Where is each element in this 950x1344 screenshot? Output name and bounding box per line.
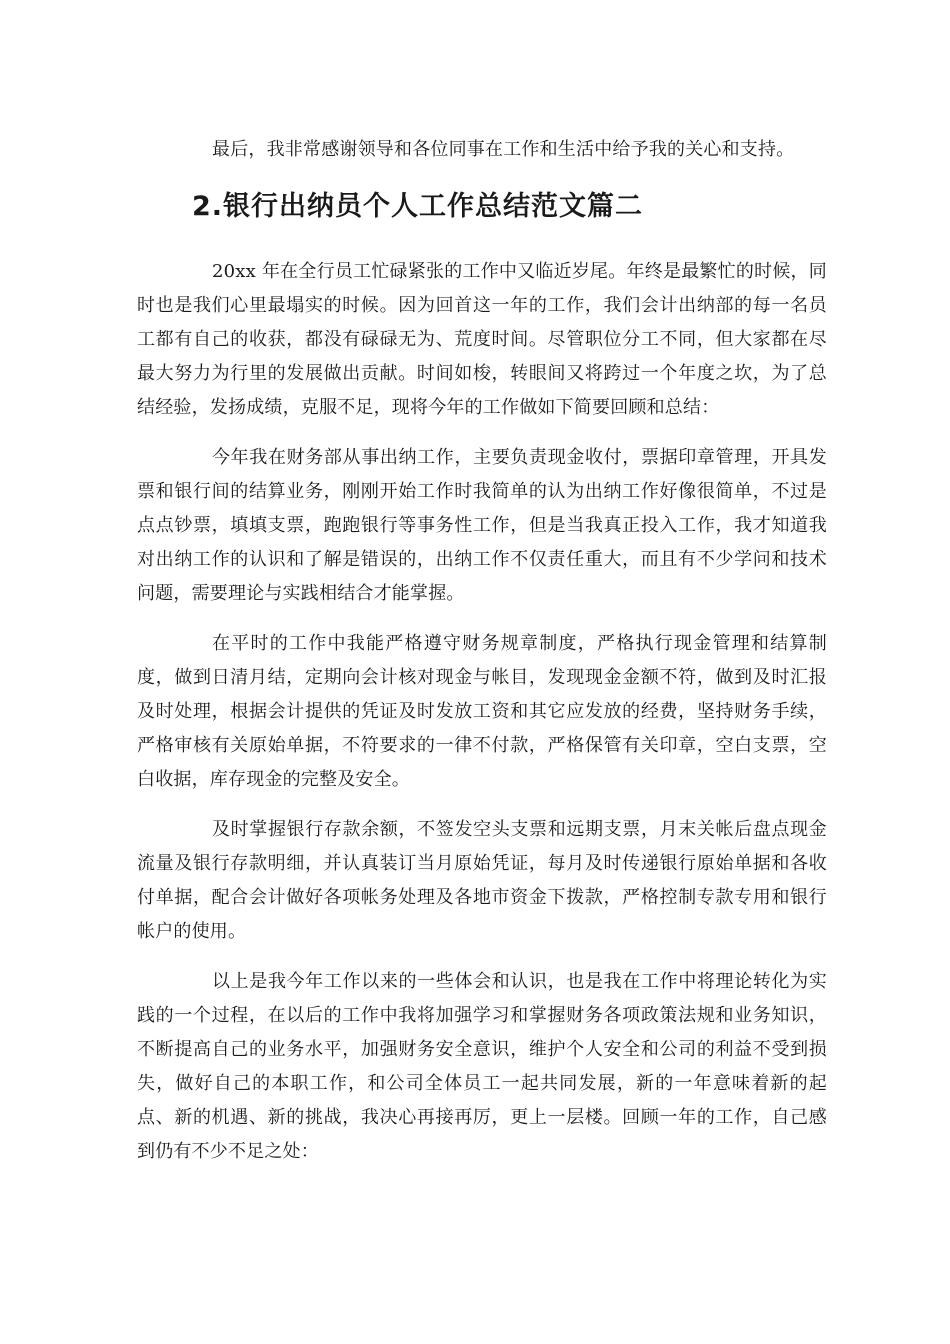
body-paragraph-4: 及时掌握银行存款余额，不签发空头支票和远期支票，月末关帐后盘点现金流量及银行存款明细，并认真装订当月原始凭证，每月及时传递银行原始单据和各收付单据，配合会计做好各项帐务处理及各地市资金下拨款，严格控制专款专用和银行帐户的使用。	[137, 819, 827, 942]
body-paragraph-2: 今年我在财务部从事出纳工作，主要负责现金收付，票据印章管理，开具发票和银行间的结算业务，刚刚开始工作时我简单的认为出纳工作好像很简单，不过是点点钞票，填填支票，跑跑银行等事务性工作，但是当我真正投入工作，我才知道我对出纳工作的认识和了解是错误的，出纳工作不仅责任重大，而且有不少学问和技术问题，需要理论与实践相结合才能掌握。	[137, 447, 827, 604]
body-paragraph-1: 20xx 年在全行员工忙碌紧张的工作中又临近岁尾。年终是最繁忙的时候，同时也是我们心里最塌实的时候。因为回首这一年的工作，我们会计出纳部的每一名员工都有自己的收获，都没有碌碌无为、荒度时间。尽管职位分工不同，但大家都在尽最大努力为行里的发展做出贡献。时间如梭，转眼间又将跨过一个年度之坎，为了总结经验，发扬成绩，克服不足，现将今年的工作做如下简要回顾和总结：	[137, 261, 827, 418]
body-paragraph-5: 以上是我今年工作以来的一些体会和认识，也是我在工作中将理论转化为实践的一个过程，在以后的工作中我将加强学习和掌握财务各项政策法规和业务知识，不断提高自己的业务水平，加强财务安全意识，维护个人安全和公司的利益不受到损失，做好自己的本职工作，和公司全体员工一起共同发展，新的一年意味着新的起点、新的机遇、新的挑战，我决心再接再厉，更上一层楼。回顾一年的工作，自己感到仍有不少不足之处：	[137, 971, 827, 1162]
section-title: 2.银行出纳员个人工作总结范文篇二	[192, 191, 644, 222]
closing-paragraph: 最后，我非常感谢领导和各位同事在工作和生活中给予我的关心和支持。	[212, 139, 795, 160]
body-paragraph-3: 在平时的工作中我能严格遵守财务规章制度，严格执行现金管理和结算制度，做到日清月结，定期向会计核对现金与帐目，发现现金金额不符，做到及时汇报及时处理，根据会计提供的凭证及时发放工资和其它应发放的经费，坚持财务手续，严格审核有关原始单据，不符要求的一律不付款，严格保管有关印章，空白支票，空白收据，库存现金的完整及安全。	[137, 633, 827, 790]
document-body	[137, 133, 827, 1185]
